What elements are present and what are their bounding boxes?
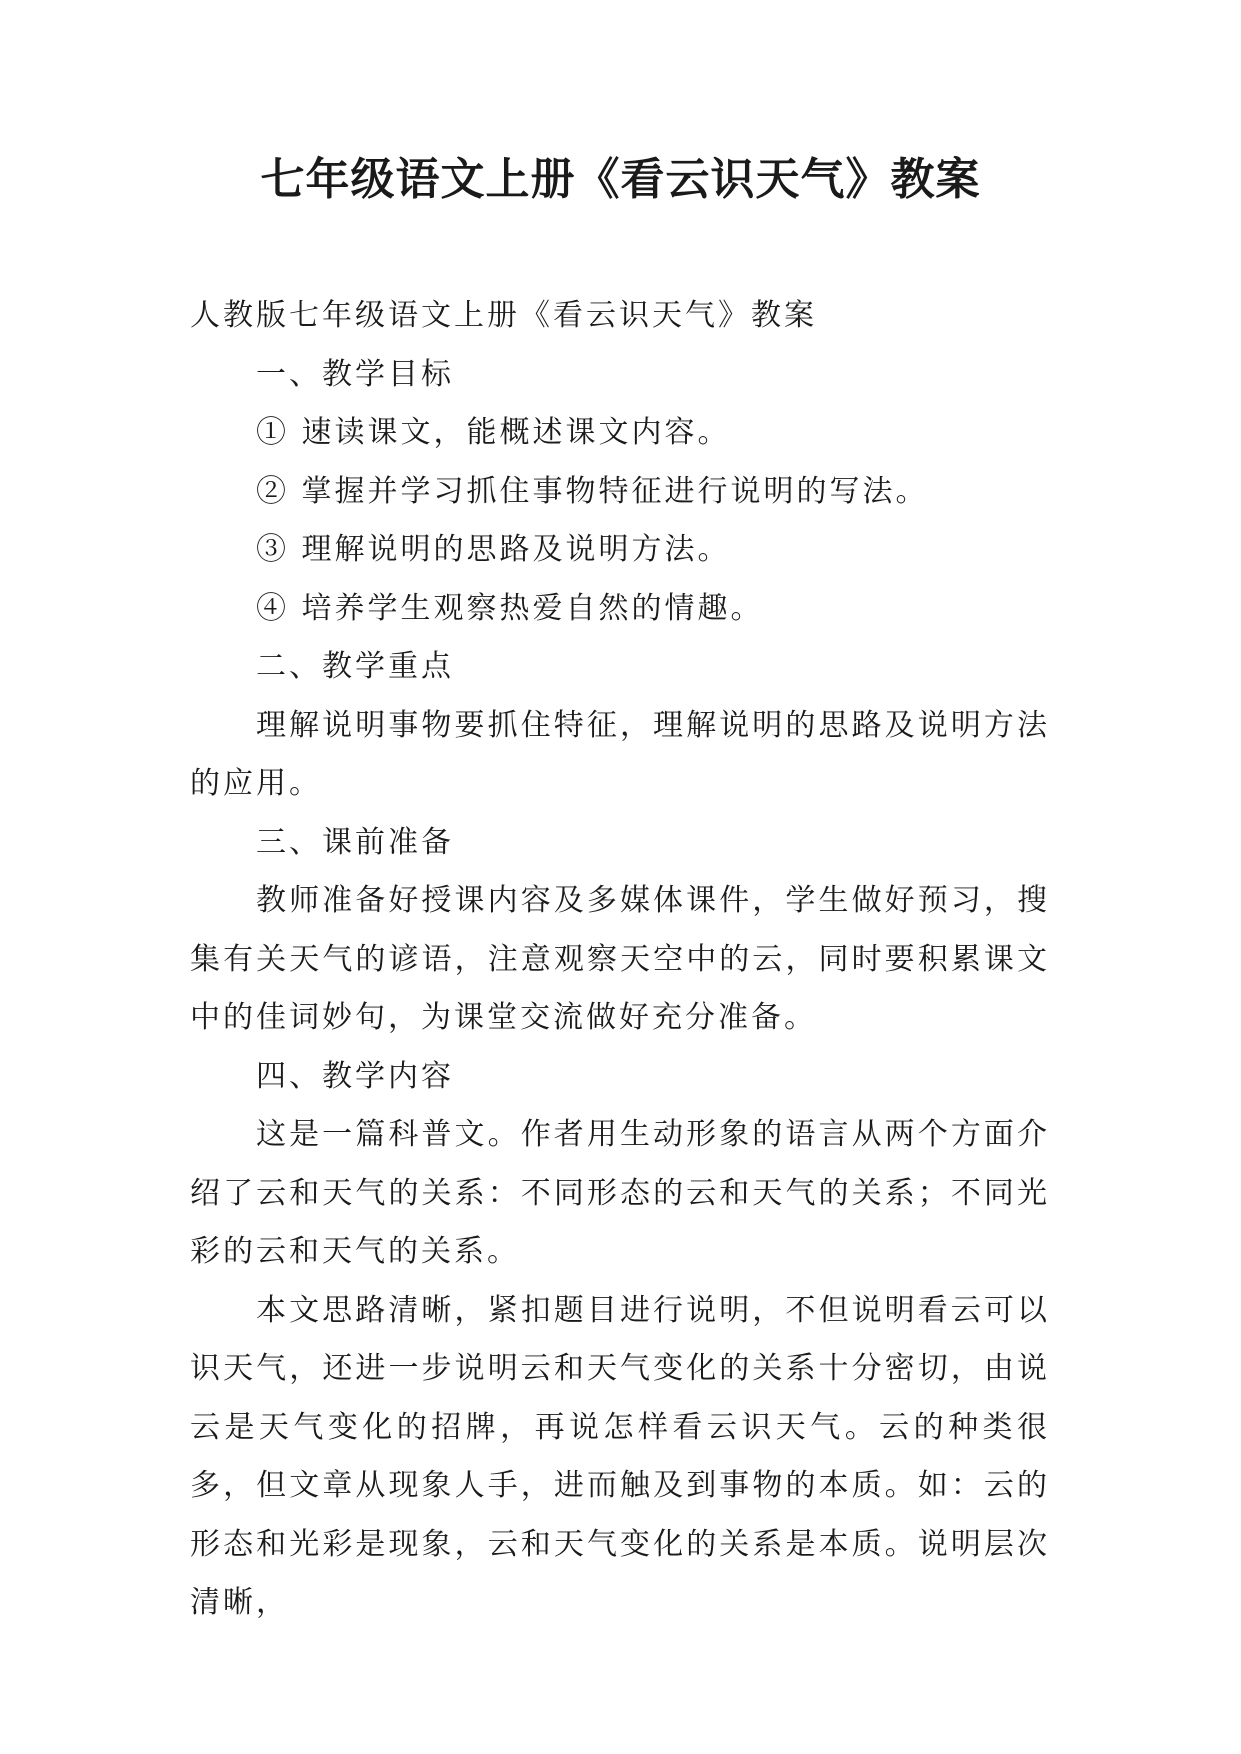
objective-item-1: ① 速读课文，能概述课文内容。 [256,415,731,450]
section-heading-preparation: 三、课前准备 [256,824,454,860]
paragraph-content-1: 这是一篇科普文。作者用生动形象的语言从两个方面介绍了云和天气的关系：不同形态的云和天气的关系；不同光彩的云和天气的关系。 [190,1117,1050,1269]
section-heading-content: 四、教学内容 [256,1058,454,1094]
document-title: 七年级语文上册《看云识天气》教案 [260,154,981,205]
paragraph-preparation: 教师准备好授课内容及多媒体课件，学生做好预习，搜集有关天气的谚语，注意观察天空中的云，同时要积累课文中的佳词妙句，为课堂交流做好充分准备。 [190,883,1050,1035]
objective-item-3: ③ 理解说明的思路及说明方法。 [256,532,731,567]
objective-item-2: ② 掌握并学习抓住事物特征进行说明的写法。 [256,473,929,509]
paragraph-subtitle: 人教版七年级语文上册《看云识天气》教案 [190,298,817,333]
paragraph-content-2: 本文思路清晰，紧扣题目进行说明，不但说明看云可以识天气，还进一步说明云和天气变化的关系十分密切，由说云是天气变化的招牌，再说怎样看云识天气。云的种类很多，但文章从现象人手，进而触及到事物的本质。如：云的形态和光彩是现象，云和天气变化的关系是本质。说明层次清晰， [190,1292,1050,1620]
section-heading-key-points: 二、教学重点 [256,649,454,684]
objective-item-4: ④ 培养学生观察热爱自然的情趣。 [256,590,764,626]
section-heading-objectives: 一、教学目标 [256,356,454,392]
paragraph-key-points: 理解说明事物要抓住特征，理解说明的思路及说明方法的应用。 [190,707,1050,801]
document-body [190,287,1050,1633]
